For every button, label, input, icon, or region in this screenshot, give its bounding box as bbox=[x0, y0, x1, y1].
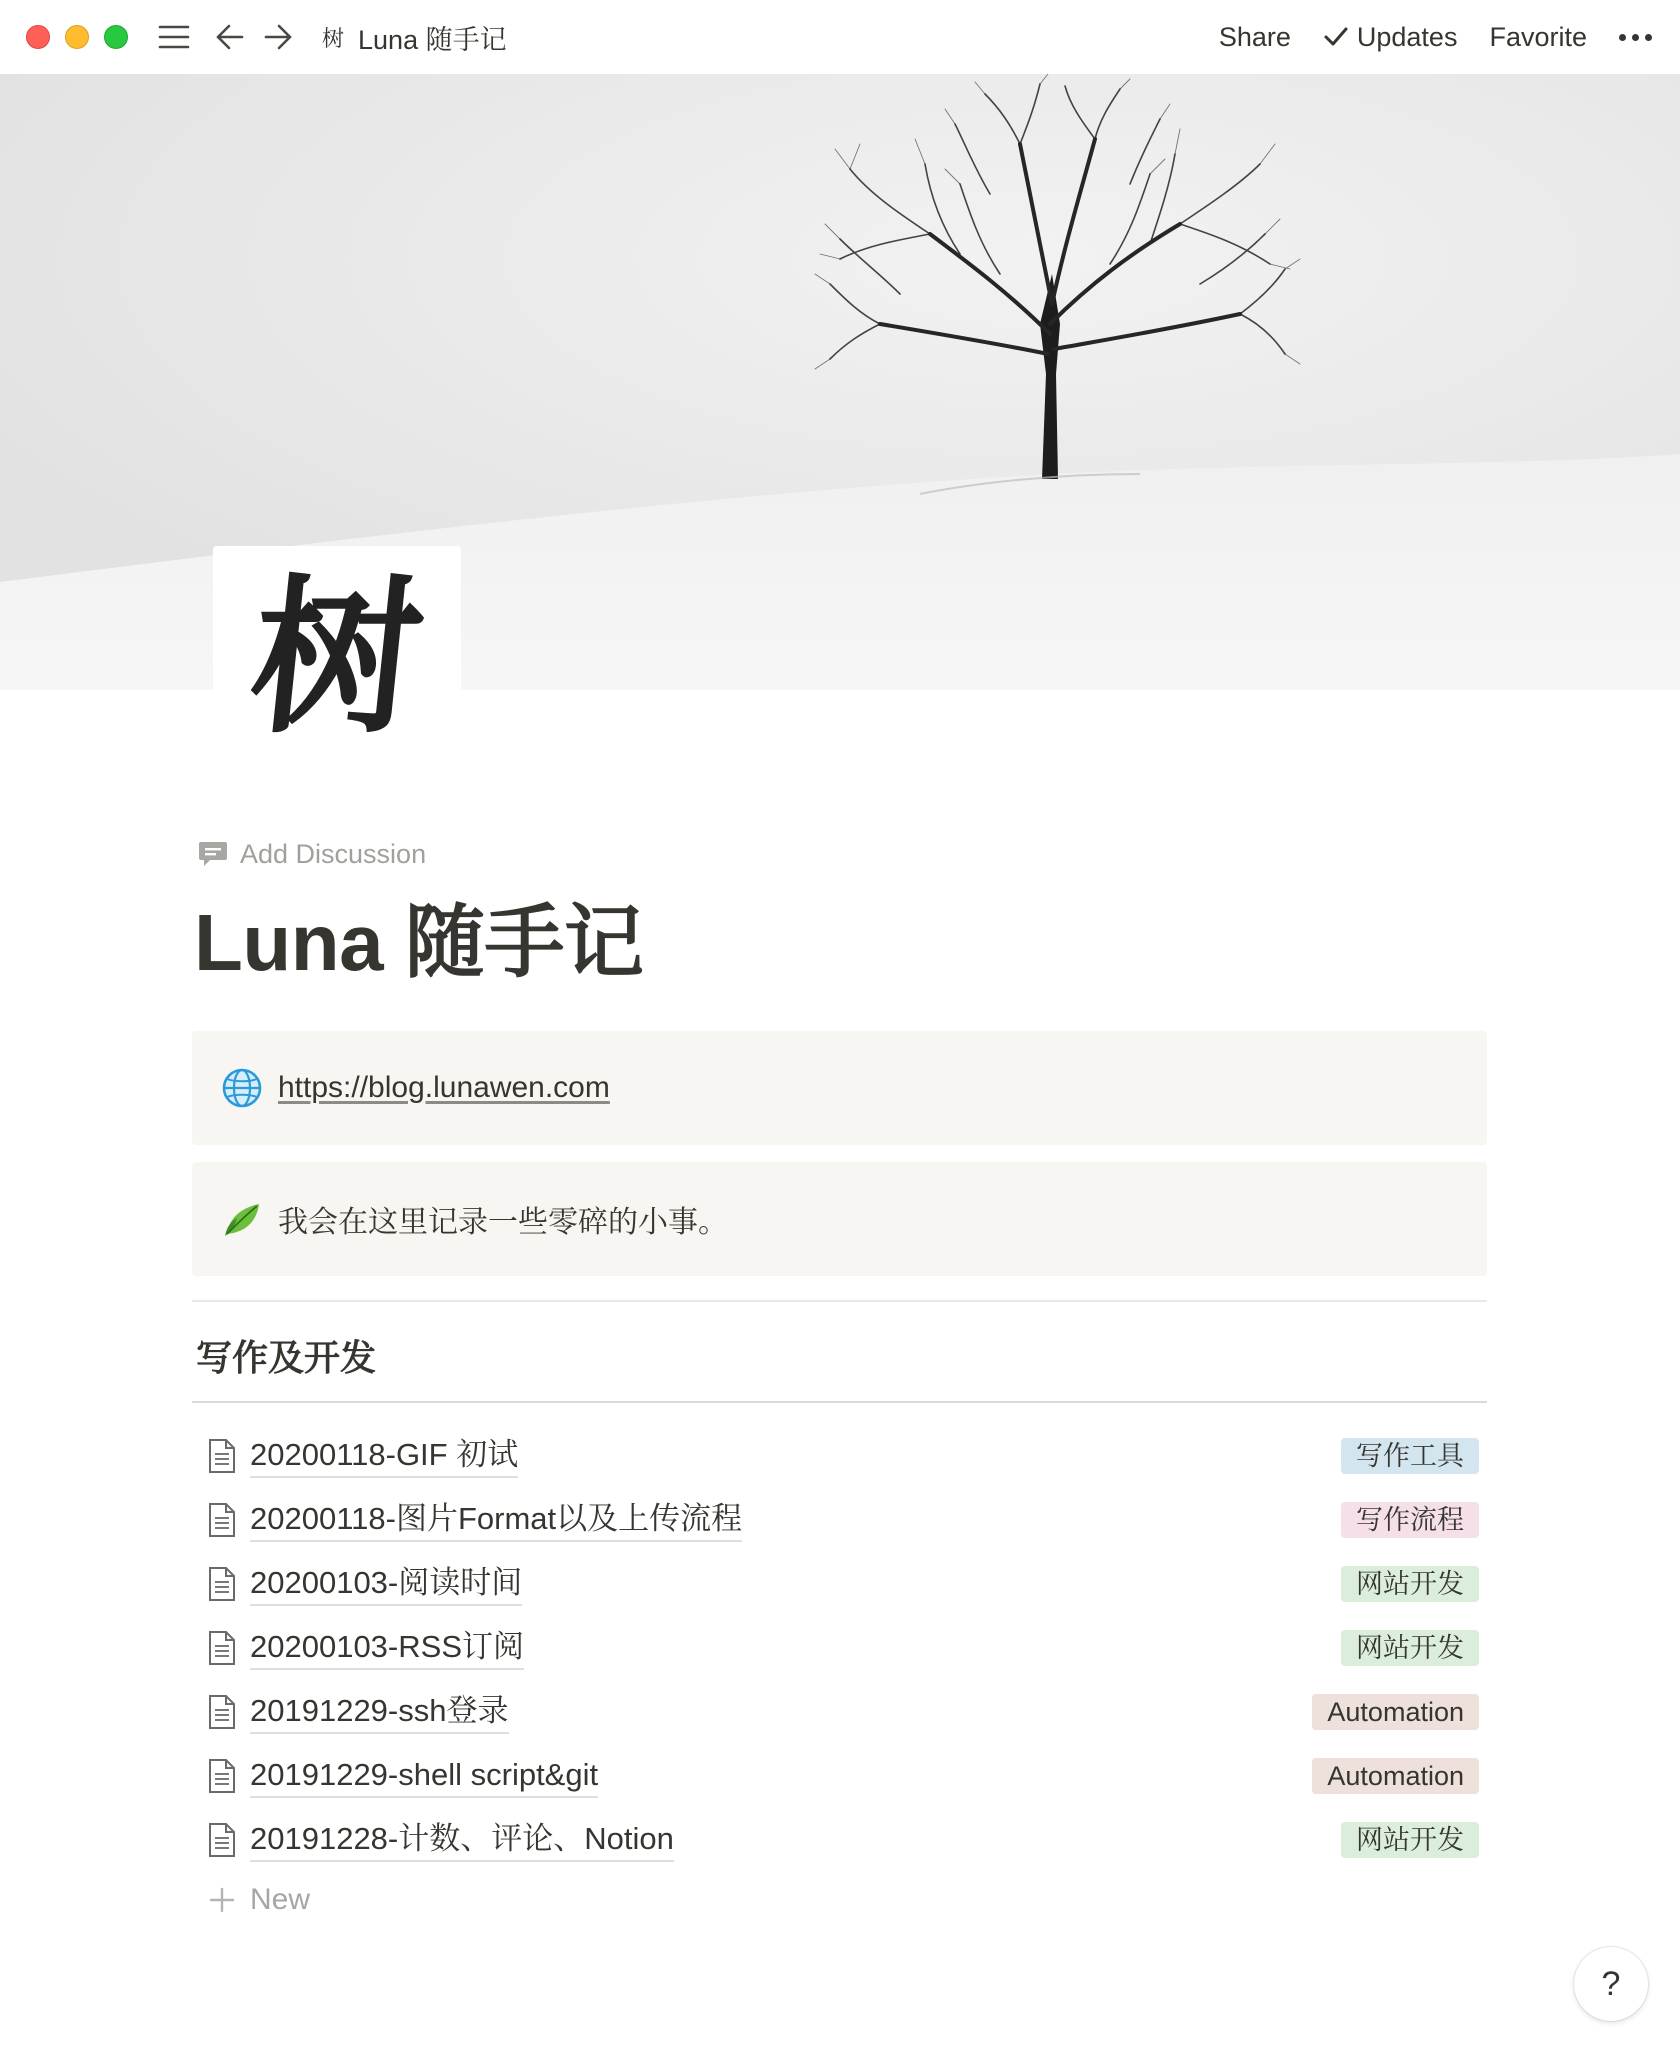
updates-label: Updates bbox=[1356, 21, 1458, 52]
close-window-button[interactable] bbox=[26, 25, 50, 49]
tag-badge: 网站开发 bbox=[1341, 1822, 1479, 1858]
list-item[interactable] bbox=[192, 1488, 1487, 1552]
document-icon bbox=[200, 1498, 244, 1542]
page-icon[interactable] bbox=[213, 546, 461, 768]
window-controls bbox=[26, 25, 128, 49]
document-link[interactable]: 20191229-shell script&git bbox=[250, 1755, 598, 1798]
blog-link[interactable]: https://blog.lunawen.com bbox=[278, 1071, 610, 1104]
document-link[interactable]: 20200103-RSS订阅 bbox=[250, 1627, 524, 1670]
document-link[interactable]: 20200118-图片Format以及上传流程 bbox=[250, 1499, 742, 1542]
document-icon bbox=[200, 1818, 244, 1862]
divider bbox=[192, 1300, 1487, 1302]
document-link[interactable]: 20200118-GIF 初试 bbox=[250, 1435, 518, 1478]
tag-badge: Automation bbox=[1312, 1758, 1479, 1794]
page-title[interactable]: Luna 随手记 bbox=[194, 898, 644, 987]
list-item[interactable] bbox=[192, 1552, 1487, 1616]
document-icon bbox=[200, 1754, 244, 1798]
leaf-icon bbox=[220, 1197, 264, 1241]
speech-bubble-icon bbox=[198, 840, 228, 868]
check-icon bbox=[1323, 26, 1349, 48]
document-icon bbox=[200, 1562, 244, 1606]
topbar-actions bbox=[1219, 0, 1652, 74]
tag-badge: 写作流程 bbox=[1341, 1502, 1479, 1538]
globe-icon bbox=[220, 1066, 264, 1110]
new-page-label: New bbox=[250, 1883, 311, 1916]
document-list bbox=[192, 1424, 1487, 1872]
favorite-button[interactable]: Favorite bbox=[1489, 21, 1587, 52]
share-button[interactable]: Share bbox=[1218, 21, 1291, 52]
hamburger-icon[interactable] bbox=[154, 17, 194, 57]
list-item[interactable] bbox=[192, 1616, 1487, 1680]
list-item[interactable] bbox=[192, 1808, 1487, 1872]
list-item[interactable] bbox=[192, 1424, 1487, 1488]
tag-badge: Automation bbox=[1312, 1694, 1479, 1730]
link-callout bbox=[192, 1031, 1487, 1145]
document-icon bbox=[200, 1434, 244, 1478]
plus-icon bbox=[200, 1878, 244, 1922]
minimize-window-button[interactable] bbox=[65, 25, 89, 49]
list-divider bbox=[192, 1401, 1487, 1403]
document-link[interactable]: 20200103-阅读时间 bbox=[250, 1563, 522, 1606]
list-item[interactable] bbox=[192, 1680, 1487, 1744]
document-icon bbox=[200, 1626, 244, 1670]
page-icon-glyph: 树 bbox=[242, 558, 432, 756]
add-discussion-label: Add Discussion bbox=[240, 838, 427, 869]
window-titlebar bbox=[0, 0, 1680, 74]
zoom-window-button[interactable] bbox=[104, 25, 128, 49]
ellipsis-icon[interactable] bbox=[1619, 34, 1652, 41]
document-link[interactable]: 20191228-计数、评论、Notion bbox=[250, 1819, 674, 1862]
tag-badge: 写作工具 bbox=[1341, 1438, 1479, 1474]
document-icon bbox=[200, 1690, 244, 1734]
arrow-right-icon[interactable] bbox=[258, 17, 298, 57]
section-heading[interactable]: 写作及开发 bbox=[196, 1337, 377, 1378]
breadcrumb-page-title[interactable]: Luna 随手记 bbox=[358, 24, 507, 55]
updates-button[interactable] bbox=[1323, 22, 1458, 53]
arrow-left-icon[interactable] bbox=[210, 17, 250, 57]
breadcrumb-page-icon[interactable]: 树 bbox=[322, 26, 345, 52]
tag-badge: 网站开发 bbox=[1341, 1566, 1479, 1602]
document-link[interactable]: 20191229-ssh登录 bbox=[250, 1691, 509, 1734]
tag-badge: 网站开发 bbox=[1341, 1630, 1479, 1666]
note-callout bbox=[192, 1162, 1487, 1276]
help-button[interactable]: ? bbox=[1574, 1947, 1648, 2021]
list-item[interactable] bbox=[192, 1744, 1487, 1808]
add-discussion-button[interactable] bbox=[198, 832, 426, 876]
new-page-button[interactable] bbox=[192, 1872, 310, 1928]
note-text[interactable]: 我会在这里记录一些零碎的小事。 bbox=[278, 1206, 728, 1239]
